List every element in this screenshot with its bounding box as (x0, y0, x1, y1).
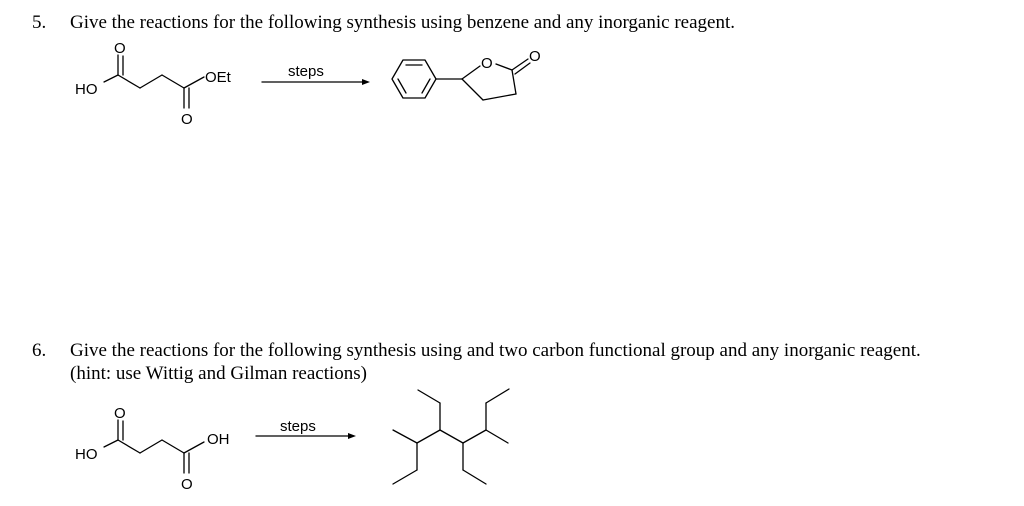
q5-oet-label: OEt (205, 69, 231, 86)
question-6-number: 6. (32, 340, 47, 361)
q5-arrow-label: steps (288, 63, 324, 80)
q5-ho-label: HO (75, 81, 98, 98)
q6-o-top-label: O (114, 405, 126, 422)
q6-oh-label: OH (207, 431, 230, 448)
question-6-text-line-2: (hint: use Wittig and Gilman reactions) (70, 363, 368, 384)
q6-ho-label: HO (75, 446, 98, 463)
q5-carbonyl-o-label: O (529, 48, 541, 65)
question-5-text: Give the reactions for the following synthesis using benzene and any inorganic reagent. (70, 12, 735, 33)
q6-o-bottom-label: O (181, 476, 193, 493)
q6-arrow-label: steps (280, 418, 316, 435)
q5-o-bottom-label: O (181, 111, 193, 128)
q6-reaction-arrow (256, 418, 356, 439)
q5-ring-o-label: O (481, 55, 493, 72)
q5-o-top-label: O (114, 40, 126, 57)
question-5-number: 5. (32, 12, 47, 33)
q6-starting-material (75, 405, 230, 493)
question-6-text-line-1: Give the reactions for the following synthesis using and two carbon functional group and any inorganic reagent. (70, 340, 921, 361)
q6-product-skeleton (393, 389, 509, 484)
